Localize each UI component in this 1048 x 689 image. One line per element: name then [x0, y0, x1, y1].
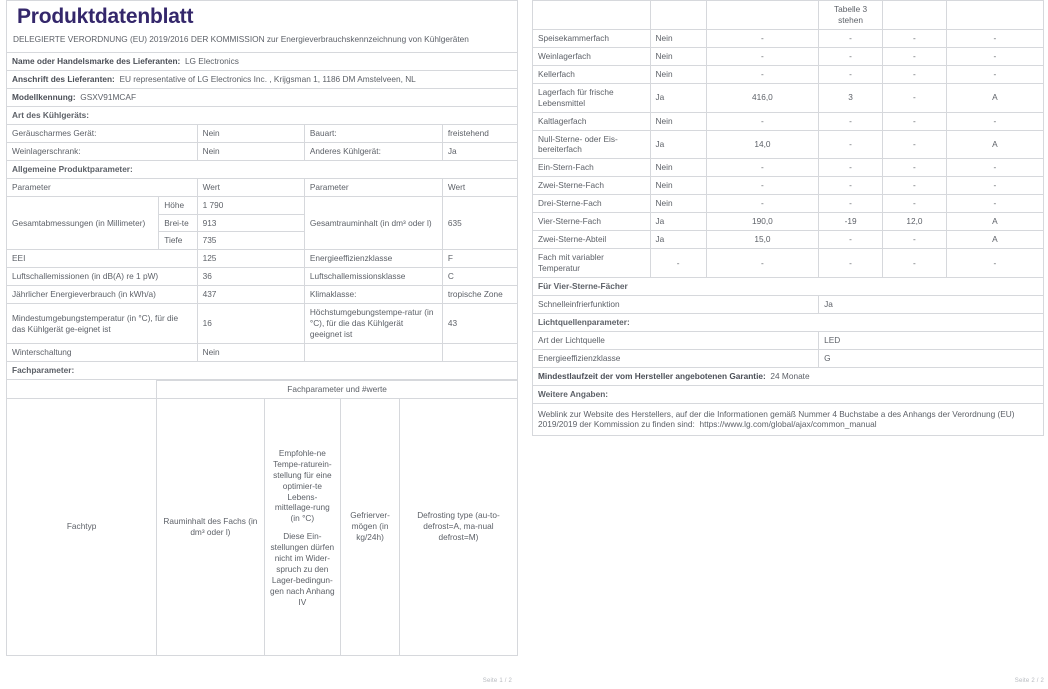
title-cell [7, 1, 518, 53]
compartment-temp: - [819, 130, 883, 159]
table-row [533, 47, 1044, 65]
compartment-temp: - [819, 249, 883, 278]
table-row [533, 112, 1044, 130]
weblink-url[interactable]: https://www.lg.com/global/ajax/common_manual [699, 419, 877, 430]
winter-setting-value: Nein [197, 344, 304, 362]
min-ambient-temp-label: Mindestumgebungstemperatur (in °C), für die das Kühlgerät ge-eignet ist [7, 304, 198, 344]
col-header-compartment-volume: Rauminhalt des Fachs (in dm³ oder l) [157, 398, 264, 655]
compartment-type: Kaltlagerfach [533, 112, 651, 130]
empty-label-cell [304, 344, 442, 362]
compartment-type: Lagerfach für frische Lebensmittel [533, 83, 651, 112]
dimension-name-height: Höhe [159, 196, 197, 214]
energy-class-label: Energieeffizienzklasse [304, 250, 442, 268]
supplier-address-label: Anschrift des Lieferanten: [12, 74, 115, 84]
further-info-heading: Weitere Angaben: [533, 385, 1044, 403]
continued-blank-5 [946, 1, 1043, 30]
compartment-temp: - [819, 177, 883, 195]
compartment-type: Fach mit variabler Temperatur [533, 249, 651, 278]
fast-freeze-label: Schnelleinfrierfunktion [533, 295, 819, 313]
table-row [533, 29, 1044, 47]
table-row [7, 250, 518, 268]
page-title: Produktdatenblatt [17, 5, 194, 28]
supplier-name-row [7, 53, 518, 71]
compartment-type: Kellerfach [533, 65, 651, 83]
empty-value-cell [442, 344, 517, 362]
dimension-value-width: 913 [197, 214, 304, 232]
compartment-type: Null-Sterne- oder Eis-bereiterfach [533, 130, 651, 159]
col-header-compartment-type: Fachtyp [7, 398, 157, 655]
compartment-type: Speisekammerfach [533, 29, 651, 47]
model-cell [7, 88, 518, 106]
light-class-label: Energieeffizienzklasse [533, 349, 819, 367]
compartment-present: Ja [650, 213, 706, 231]
col-header-recommended-temp [264, 398, 341, 655]
compartment-params-heading: Fachparameter: [7, 361, 518, 379]
compartment-defrost: - [946, 195, 1043, 213]
compartment-defrost: A [946, 231, 1043, 249]
model-row [7, 88, 518, 106]
compartment-group-blank [7, 380, 157, 398]
construction-value: freistehend [442, 124, 517, 142]
compartment-type: Drei-Sterne-Fach [533, 195, 651, 213]
compartment-present: Ja [650, 231, 706, 249]
col-header-parameter-2: Parameter [304, 178, 442, 196]
compartment-type: Weinlagerfach [533, 47, 651, 65]
compartment-volume: - [706, 159, 818, 177]
compartment-present: Nein [650, 65, 706, 83]
compartment-group-header: Fachparameter und #werte [157, 380, 518, 398]
col-header-value-1: Wert [197, 178, 304, 196]
low-noise-value: Nein [197, 124, 304, 142]
table-row [533, 83, 1044, 112]
low-noise-label: Geräuscharmes Gerät: [7, 124, 198, 142]
eei-label: EEI [7, 250, 198, 268]
fast-freeze-row [533, 295, 1044, 313]
annual-energy-label: Jährlicher Energieverbrauch (in kWh/a) [7, 286, 198, 304]
continued-header-label: Tabelle 3 stehen [819, 1, 883, 30]
max-ambient-temp-value: 43 [442, 304, 517, 344]
compartment-volume: - [706, 112, 818, 130]
appliance-type-heading: Art des Kühlgeräts: [7, 106, 518, 124]
energy-class-value: F [442, 250, 517, 268]
total-volume-label: Gesamtrauminhalt (in dm³ oder l) [304, 196, 442, 250]
compartment-present: Nein [650, 159, 706, 177]
compartment-volume: 416,0 [706, 83, 818, 112]
title-row [7, 1, 518, 53]
compartment-volume: - [706, 177, 818, 195]
model-value: GSXV91MCAF [80, 91, 137, 102]
noise-class-value: C [442, 268, 517, 286]
warranty-cell [533, 367, 1044, 385]
compartment-temp: -19 [819, 213, 883, 231]
compartment-freeze: - [883, 65, 947, 83]
compartment-volume: - [706, 29, 818, 47]
compartment-defrost: - [946, 47, 1043, 65]
compartment-column-header-row [7, 398, 518, 655]
wine-cabinet-value: Nein [197, 142, 304, 160]
compartment-present: Ja [650, 130, 706, 159]
compartment-defrost: A [946, 130, 1043, 159]
compartment-temp: - [819, 65, 883, 83]
noise-emissions-label: Luftschallemissionen (in dB(A) re 1 pW) [7, 268, 198, 286]
dimension-value-height: 1 790 [197, 196, 304, 214]
compartment-present: Nein [650, 29, 706, 47]
compartment-defrost: - [946, 177, 1043, 195]
general-params-header-row [7, 178, 518, 196]
compartment-defrost: A [946, 213, 1043, 231]
light-type-value: LED [819, 331, 1044, 349]
continued-blank-1 [533, 1, 651, 30]
total-volume-value: 635 [442, 196, 517, 250]
four-star-heading-row [533, 277, 1044, 295]
compartment-defrost: - [946, 112, 1043, 130]
compartment-freeze: 12,0 [883, 213, 947, 231]
compartment-freeze: - [883, 249, 947, 278]
compartment-params-table [6, 380, 518, 656]
light-heading-row [533, 313, 1044, 331]
compartment-volume: - [706, 47, 818, 65]
model-label: Modellkennung: [12, 91, 76, 102]
other-appliance-value: Ja [442, 142, 517, 160]
table-row [533, 213, 1044, 231]
compartment-present: Nein [650, 195, 706, 213]
table-row [7, 304, 518, 344]
table-row [533, 65, 1044, 83]
compartment-freeze: - [883, 130, 947, 159]
compartment-temp: - [819, 195, 883, 213]
compartment-defrost: - [946, 249, 1043, 278]
col-header-freezing-capacity: Gefrierver-mögen (in kg/24h) [341, 398, 400, 655]
compartment-volume: 15,0 [706, 231, 818, 249]
general-params-heading: Allgemeine Produktparameter: [7, 160, 518, 178]
compartment-freeze: - [883, 231, 947, 249]
compartment-volume: 14,0 [706, 130, 818, 159]
continued-blank-3 [706, 1, 818, 30]
noise-emissions-value: 36 [197, 268, 304, 286]
noise-class-label: Luftschallemissionsklasse [304, 268, 442, 286]
compartment-present: Nein [650, 112, 706, 130]
compartment-type: Ein-Stern-Fach [533, 159, 651, 177]
page-2-footer: Seite 2 / 2 [1014, 678, 1044, 684]
table-row [533, 249, 1044, 278]
four-star-heading: Für Vier-Sterne-Fächer [533, 277, 1044, 295]
light-source-heading: Lichtquellenparameter: [533, 313, 1044, 331]
compartment-temp: - [819, 231, 883, 249]
weblink-description: Weblink zur Website des Herstellers, auf der die Informationen gemäß Nummer 4 Buchstabe a des Anhangs der Verordnung (EU) 2019/2019 der Kommission zu finden sind: [538, 408, 1015, 430]
table-row [533, 159, 1044, 177]
compartment-freeze: - [883, 177, 947, 195]
warranty-label: Mindestlaufzeit der vom Hersteller angebotenen Garantie: [538, 370, 766, 381]
col-header-value-2: Wert [442, 178, 517, 196]
supplier-name-label: Name oder Handelsmarke des Lieferanten: [12, 56, 181, 67]
supplier-address-cell [7, 71, 518, 89]
dimension-name-depth: Tiefe [159, 232, 197, 250]
page-2-content [532, 0, 1044, 667]
compartment-temp: 3 [819, 83, 883, 112]
page-1-footer: Seite 1 / 2 [482, 678, 512, 684]
light-type-row [533, 331, 1044, 349]
compartment-volume: 190,0 [706, 213, 818, 231]
compartment-type: Zwei-Sterne-Abteil [533, 231, 651, 249]
page-1-table [6, 0, 518, 380]
supplier-address-value: EU representative of LG Electronics Inc. , Krijgsman 1, 1186 DM Amstelveen, NL [119, 74, 416, 84]
continued-blank-2 [650, 1, 706, 30]
warranty-row [533, 367, 1044, 385]
annual-energy-value: 437 [197, 286, 304, 304]
compartment-freeze: - [883, 159, 947, 177]
spacer [270, 524, 336, 531]
compartment-volume: - [706, 195, 818, 213]
table-row [533, 177, 1044, 195]
dimensions-label: Gesamtabmessungen (in Millimeter) [7, 196, 159, 250]
table-row [7, 124, 518, 142]
table-row [7, 344, 518, 362]
climate-class-value: tropische Zone [442, 286, 517, 304]
fast-freeze-value: Ja [819, 295, 1044, 313]
continued-blank-4 [883, 1, 947, 30]
supplier-name-value: LG Electronics [184, 56, 239, 67]
max-ambient-temp-label: Höchstumgebungstempe-ratur (in °C), für die das Kühlgerät geeignet ist [304, 304, 442, 344]
compartment-present: Nein [650, 177, 706, 195]
other-appliance-label: Anderes Kühlgerät: [304, 142, 442, 160]
regulation-subtitle: DELEGIERTE VERORDNUNG (EU) 2019/2016 DER KOMMISSION zur Energieverbrauchskennzeichnung von Kühlgeräten [13, 34, 469, 45]
compartment-present: Ja [650, 83, 706, 112]
dimension-value-depth: 735 [197, 232, 304, 250]
compartment-freeze: - [883, 83, 947, 112]
table-row [7, 142, 518, 160]
compartment-freeze: - [883, 112, 947, 130]
compartment-defrost: - [946, 159, 1043, 177]
general-params-heading-row [7, 160, 518, 178]
supplier-name-cell [7, 53, 518, 71]
light-type-label: Art der Lichtquelle [533, 331, 819, 349]
compartment-params-heading-row [7, 361, 518, 379]
compartment-temp: - [819, 159, 883, 177]
warranty-value: 24 Monate [770, 370, 810, 381]
construction-label: Bauart: [304, 124, 442, 142]
eei-value: 125 [197, 250, 304, 268]
appliance-type-heading-row [7, 106, 518, 124]
page-2 [524, 0, 1048, 689]
min-ambient-temp-value: 16 [197, 304, 304, 344]
compartment-volume: - [706, 65, 818, 83]
winter-setting-label: Winterschaltung [7, 344, 198, 362]
col-header-defrosting-type: Defrosting type (au-to-defrost=A, ma-nual defrost=M) [399, 398, 517, 655]
compartment-present: Nein [650, 47, 706, 65]
further-info-heading-row [533, 385, 1044, 403]
col-header-parameter-1: Parameter [7, 178, 198, 196]
compartment-freeze: - [883, 195, 947, 213]
table-row [533, 195, 1044, 213]
table-row [533, 130, 1044, 159]
weblink-row [533, 403, 1044, 436]
light-class-value: G [819, 349, 1044, 367]
compartment-type: Zwei-Sterne-Fach [533, 177, 651, 195]
page-1-content [6, 0, 518, 667]
supplier-address-row [7, 71, 518, 89]
recommended-temp-part-2: Diese Ein-stellungen dürfen nicht im Wider-spruch zu den Lager-bedingun-gen nach Anhang IV [270, 531, 335, 607]
climate-class-label: Klimaklasse: [304, 286, 442, 304]
table-row [533, 231, 1044, 249]
continued-header-row [533, 1, 1044, 30]
recommended-temp-part-1: Empfohle-ne Tempe-raturein-stellung für eine optimier-te Lebens-mittellage-rung (in °C) [273, 447, 332, 524]
compartment-group-header-row [7, 380, 518, 398]
compartment-temp: - [819, 112, 883, 130]
table-row [7, 286, 518, 304]
dimensions-row-height [7, 196, 518, 214]
compartment-freeze: - [883, 29, 947, 47]
weblink-cell [533, 403, 1044, 436]
light-class-row [533, 349, 1044, 367]
compartment-temp: - [819, 29, 883, 47]
compartment-defrost: - [946, 29, 1043, 47]
page-2-compartment-table [532, 0, 1044, 436]
compartment-volume: - [706, 249, 818, 278]
compartment-freeze: - [883, 47, 947, 65]
wine-cabinet-label: Weinlagerschrank: [7, 142, 198, 160]
table-row [7, 268, 518, 286]
compartment-temp: - [819, 47, 883, 65]
dimension-name-width: Brei-te [159, 214, 197, 232]
compartment-type: Vier-Sterne-Fach [533, 213, 651, 231]
compartment-present: - [650, 249, 706, 278]
compartment-defrost: - [946, 65, 1043, 83]
compartment-defrost: A [946, 83, 1043, 112]
